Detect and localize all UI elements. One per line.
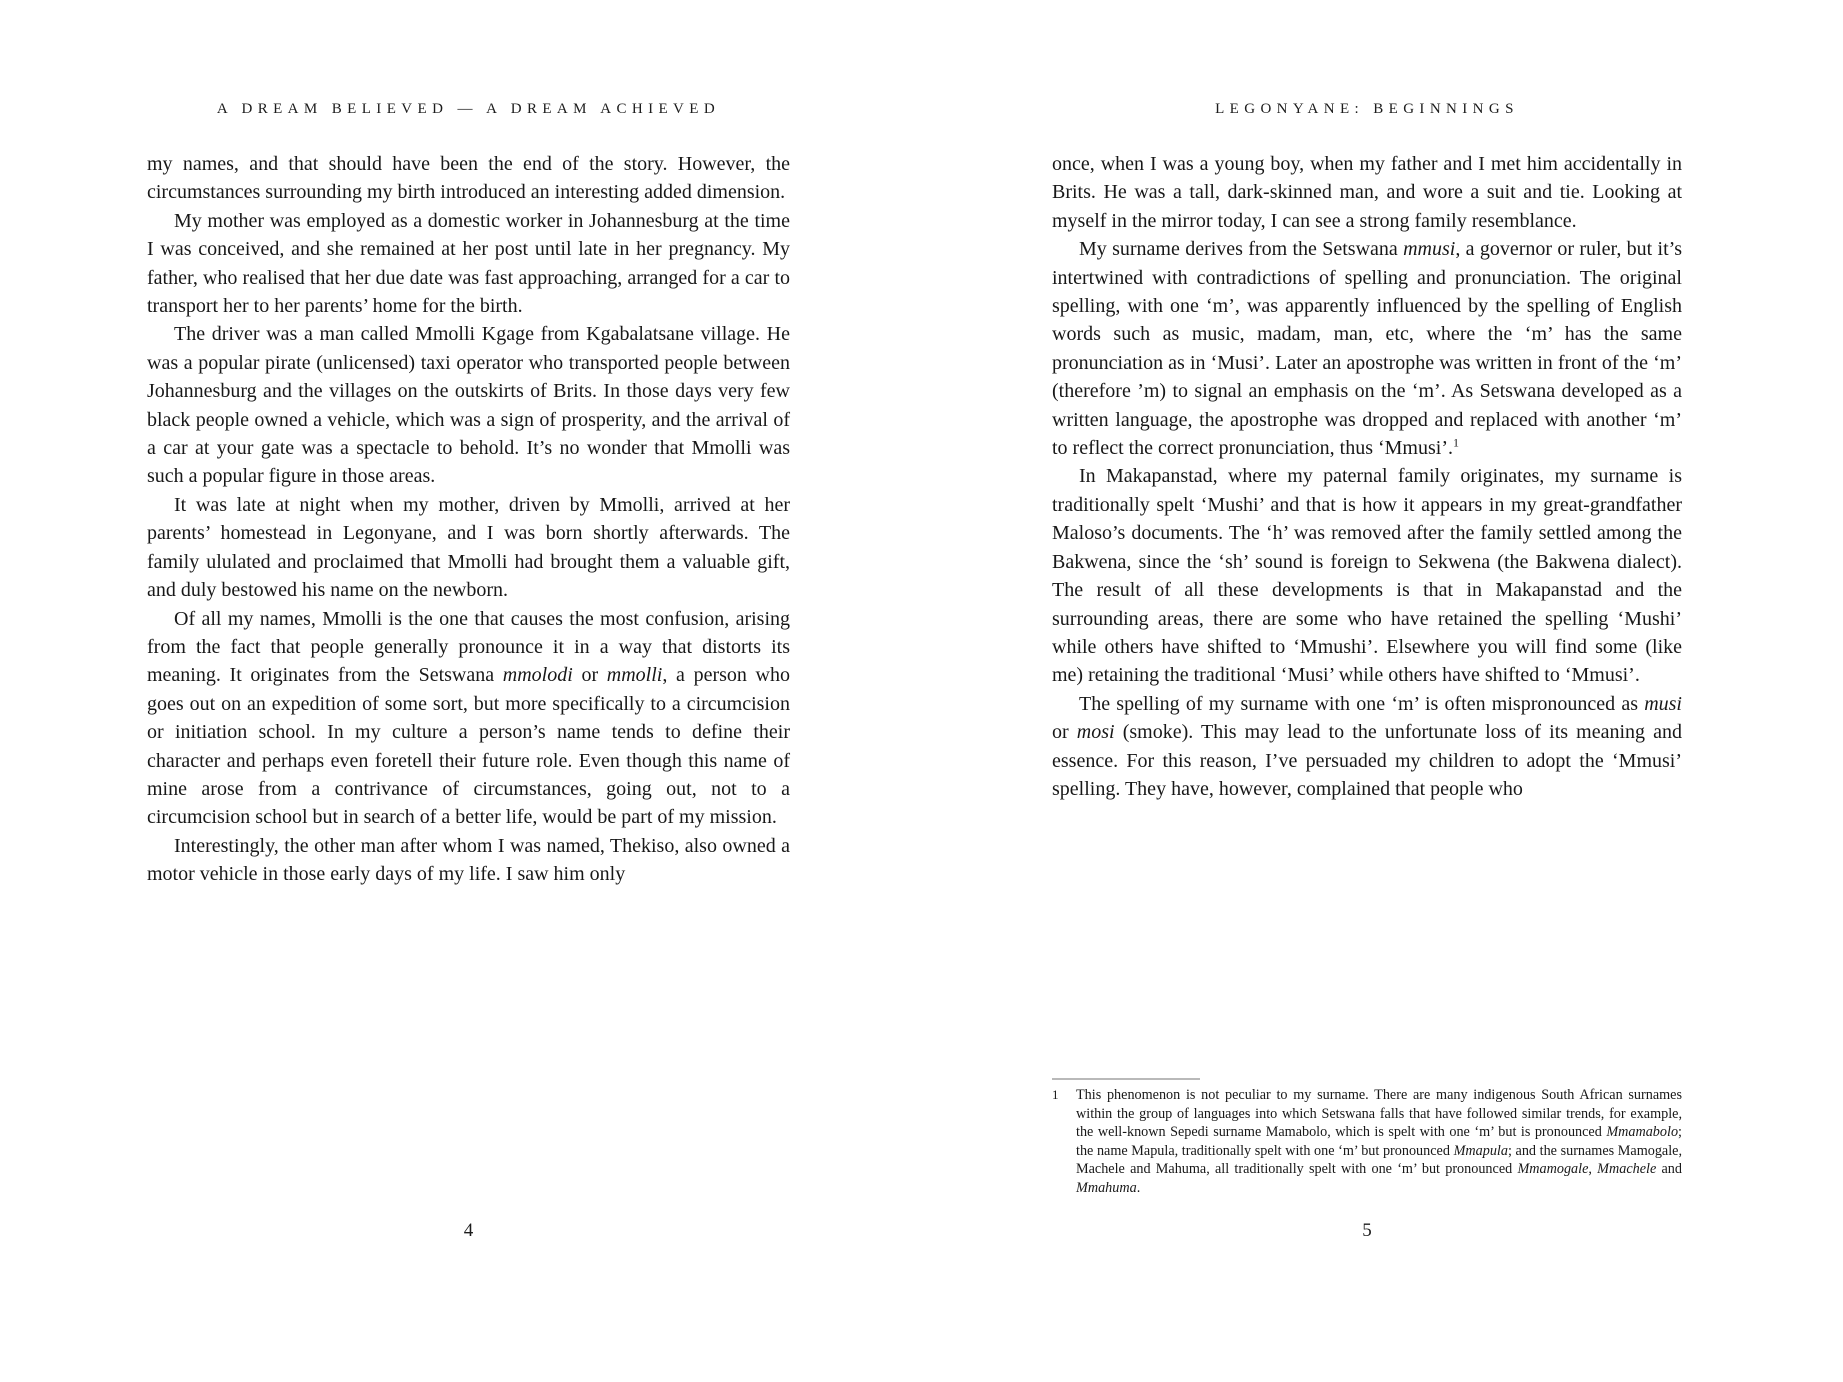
right-running-header: LEGONYANE: BEGINNINGS bbox=[1215, 101, 1519, 117]
text-run: My surname derives from the Setswana bbox=[1079, 238, 1404, 261]
right-page bbox=[1052, 0, 1682, 1382]
italic-term: Mmahuma bbox=[1076, 1179, 1137, 1196]
text-run: (smoke). This may lead to the unfortunate loss of its meaning and essence. For this reason, I’ve persuaded my children to adopt the ‘Mmusi’ spelling. They have, however, complained that people who bbox=[1052, 721, 1682, 800]
paragraph bbox=[1052, 150, 1682, 235]
italic-term: mmolodi bbox=[502, 664, 573, 687]
paragraph bbox=[147, 150, 790, 207]
left-page-number: 4 bbox=[463, 1220, 474, 1241]
text-run: In Makapanstad, where my paternal family originates, my surname is traditionally spelt ‘Mushi’ and that is how it appears in my great-grandfather Maloso’s documents. The ‘h’ was removed after the family settled among the Bakwena, since the ‘sh’ sound is foreign to Sekwena (the Bakwena dialect). The result of all these developments is that in Makapanstad and the surrounding areas, there are some who have retained the spelling ‘Mushi’ while others have shifted to ‘Mmushi’. Elsewhere you will find some (like me) retaining the traditional ‘Musi’ while others have shifted to ‘Mmusi’. bbox=[1052, 465, 1682, 687]
left-page bbox=[147, 0, 790, 1382]
text-run: and bbox=[1656, 1161, 1682, 1178]
paragraph bbox=[1052, 462, 1682, 689]
paragraph bbox=[147, 491, 790, 605]
text-run: It was late at night when my mother, driven by Mmolli, arrived at her parents’ homestead in Legonyane, and I was born shortly afterwards. The family ululated and proclaimed that Mmolli had brought them a valuable gift, and duly bestowed his name on the newborn. bbox=[147, 493, 790, 602]
text-run: , bbox=[1588, 1161, 1598, 1178]
italic-term: Mmachele bbox=[1597, 1161, 1657, 1178]
footnote-marker: 1 bbox=[1052, 1087, 1059, 1102]
text-run: , a governor or ruler, but it’s intertwined with contradictions of spelling and pronunciation. The original spelling, with one ‘m’, was apparently influenced by the spelling of English words such as music, madam, man, etc, where the ‘m’ has the same pronunciation as in ‘Musi’. Later an apostrophe was written in front of the ‘m’ (therefore ’m) to signal an emphasis on the ‘m’. As Setswana developed as a written language, the apostrophe was dropped and replaced with another ‘m’ to reflect the correct pronunciation, thus ‘Mmusi’. bbox=[1052, 238, 1683, 460]
italic-term: Mmamabolo bbox=[1606, 1124, 1679, 1141]
text-run: ; and the surnames Mamogale, Machele and Mahuma, all traditionally spelt with one ‘m’ but pronounced bbox=[1076, 1142, 1683, 1178]
text-run: The driver was a man called Mmolli Kgage from Kgabalatsane village. He was a popular pirate (unlicensed) taxi operator who transported people between Johannesburg and the villages on the outskirts of Brits. In those days very few black people owned a vehicle, which was a sign of prosperity, and the arrival of a car at your gate was a spectacle to behold. It’s no wonder that Mmolli was such a popular figure in those areas. bbox=[147, 323, 790, 488]
text-run: once, when I was a young boy, when my father and I met him accidentally in Brits. He was a tall, dark-skinned man, and wore a suit and tie. Looking at myself in the mirror today, I can see a strong family resemblance. bbox=[1052, 153, 1682, 232]
text-run: . bbox=[1136, 1179, 1141, 1196]
footnote-text bbox=[1076, 1087, 1682, 1196]
text-run: Interestingly, the other man after whom I was named, Thekiso, also owned a motor vehicle in those early days of my life. I saw him only bbox=[147, 834, 790, 886]
footnote-separator bbox=[1052, 1078, 1200, 1080]
footnote-ref: 1 bbox=[1453, 435, 1459, 450]
text-run: Of all my names, Mmolli is the one that causes the most confusion, arising from the fact that people generally pronounce it in a way that distorts its meaning. It originates from the Setswana bbox=[147, 607, 790, 687]
italic-term: Mmapula bbox=[1453, 1142, 1508, 1159]
paragraph bbox=[147, 605, 790, 832]
left-running-header: A DREAM BELIEVED — A DREAM ACHIEVED bbox=[216, 101, 721, 117]
paragraph bbox=[147, 832, 790, 889]
italic-term: mmusi bbox=[1403, 238, 1456, 261]
paragraph bbox=[147, 207, 790, 321]
text-run: , a person who goes out on an expedition of some sort, but more specifically to a circumcision or initiation school. In my culture a person’s name tends to define their character and perhaps even foretell their future role. Even though this name of mine arose from a contrivance of circumstances, going out, not to a circumcision school but in search of a better life, would be part of my mission. bbox=[147, 664, 790, 829]
left-page-body bbox=[147, 150, 790, 889]
text-run: or bbox=[1052, 721, 1077, 744]
text-run: my names, and that should have been the end of the story. However, the circumstances surrounding my birth introduced an interesting added dimension. bbox=[147, 153, 790, 204]
text-run: ; the name Mapula, traditionally spelt with one ‘m’ but pronounced bbox=[1076, 1124, 1682, 1159]
italic-term: Mmamogale bbox=[1517, 1161, 1589, 1178]
text-run: This phenomenon is not peculiar to my surname. There are many indigenous South African surnames within the group of languages into which Setswana falls that have followed similar trends, for example, the well-known Sepedi surname Mamabolo, which is spelt with one ‘m’ but is pronounced bbox=[1076, 1087, 1682, 1141]
paragraph bbox=[1052, 235, 1682, 462]
paragraph bbox=[147, 320, 790, 490]
text-run: or bbox=[572, 664, 607, 687]
right-page-body bbox=[1052, 150, 1682, 803]
italic-term: mmolli bbox=[606, 664, 663, 687]
text-run: The spelling of my surname with one ‘m’ is often mispronounced as bbox=[1079, 692, 1645, 715]
italic-term: mosi bbox=[1076, 721, 1115, 744]
paragraph bbox=[1052, 690, 1682, 804]
italic-term: musi bbox=[1644, 692, 1682, 715]
footnote bbox=[1052, 1086, 1682, 1198]
text-run: My mother was employed as a domestic worker in Johannesburg at the time I was conceived, and she remained at her post until late in her pregnancy. My father, who realised that her due date was fast approaching, arranged for a car to transport her to her parents’ home for the birth. bbox=[147, 209, 790, 318]
right-page-number: 5 bbox=[1362, 1220, 1372, 1241]
